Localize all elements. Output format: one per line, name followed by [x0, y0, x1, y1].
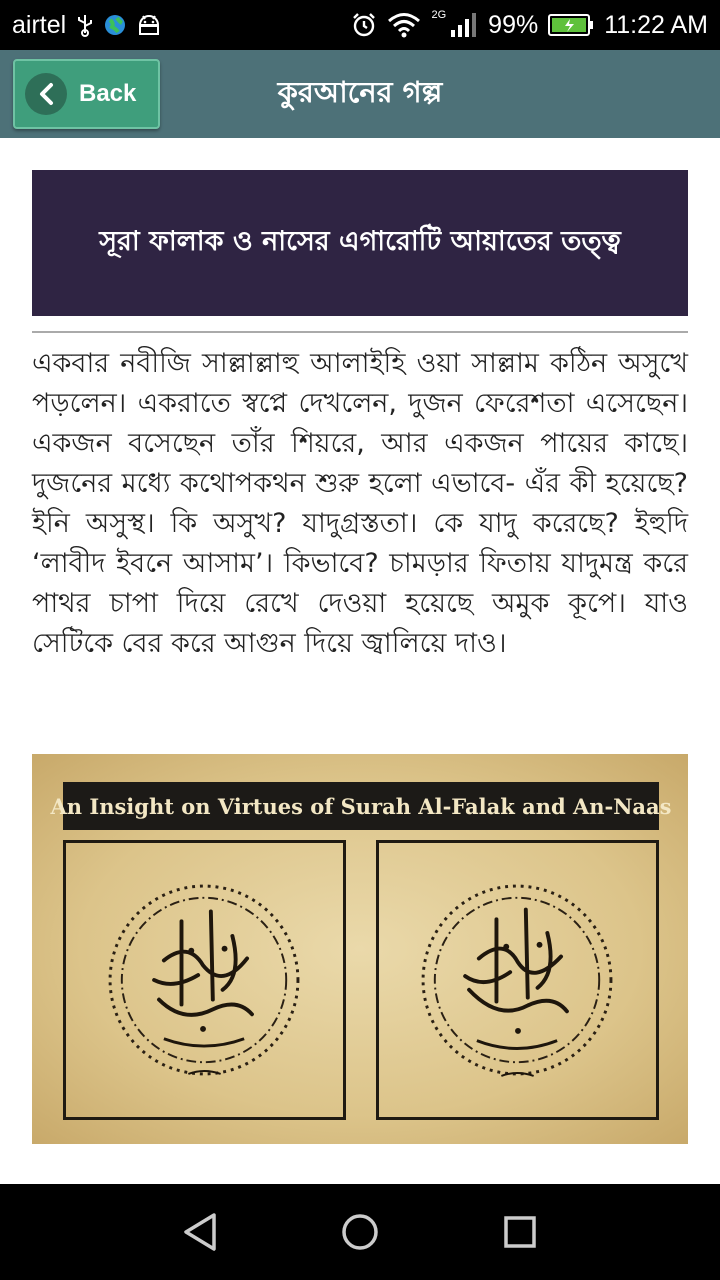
- system-nav-bar: [0, 1184, 720, 1280]
- page-title: কুরআনের গল্প: [277, 74, 443, 109]
- status-right: [351, 11, 708, 40]
- divider: [32, 331, 688, 333]
- network-type: 2G: [431, 9, 447, 21]
- article-image: [32, 754, 688, 1144]
- article-heading: সূরা ফালাক ও নাসের এগারোটি আয়াতের তত্ত্ব: [32, 170, 688, 316]
- status-bar: [0, 0, 720, 50]
- article-body: একবার নবীজি সাল্লাল্লাহু আলাইহি ওয়া সাল্লাম কঠিন অসুখে পড়লেন। একরাতে স্বপ্নে দেখলেন, দুজন ফেরেশতা এসেছেন। একজন বসেছেন তাঁর শিয়রে, আর একজন পায়ের কাছে। দুজনের মধ্যে কথোপকথন শুরু হলো এভাবে- এঁর কী হয়েছে? ইনি অসুস্থ। কি অসুখ? যাদুগ্রস্ততা। কে যাদু করেছে? ইহুদি ‘লাবীদ ইবনে আসাম’। কিভাবে? চামড়ার ফিতায় যাদুমন্ত্র করে পাথর চাপা দিয়ে রেখে দেওয়া হয়েছে অমুক কূপে। যাও সেটিকে বের করে আগুন দিয়ে জ্বালিয়ে দাও।: [32, 348, 688, 659]
- image-caption: An Insight on Virtues of Surah Al-Falak and An-Naas: [63, 782, 659, 830]
- usb-icon: [76, 13, 94, 37]
- back-button-label: Back: [79, 80, 137, 107]
- home-circle-icon[interactable]: [330, 1202, 390, 1262]
- clock: 11:22 AM: [604, 10, 708, 39]
- back-button[interactable]: [13, 59, 160, 129]
- chevron-left-icon: [25, 73, 67, 115]
- app-bar: [0, 50, 720, 139]
- article-content[interactable]: [0, 138, 720, 1184]
- status-left: [12, 11, 162, 40]
- wifi-icon: [387, 12, 421, 38]
- back-triangle-icon[interactable]: [170, 1202, 230, 1262]
- android-icon: [136, 13, 162, 37]
- battery-icon: [548, 13, 594, 37]
- calligraphy-naas-image: [376, 840, 659, 1120]
- calligraphy-falak-image: [63, 840, 346, 1120]
- alarm-icon: [351, 12, 377, 38]
- recents-square-icon[interactable]: [490, 1202, 550, 1262]
- carrier-name: airtel: [12, 10, 67, 39]
- signal-icon: [450, 12, 478, 38]
- battery-percent: 99%: [488, 10, 539, 39]
- globe-icon: [104, 14, 126, 36]
